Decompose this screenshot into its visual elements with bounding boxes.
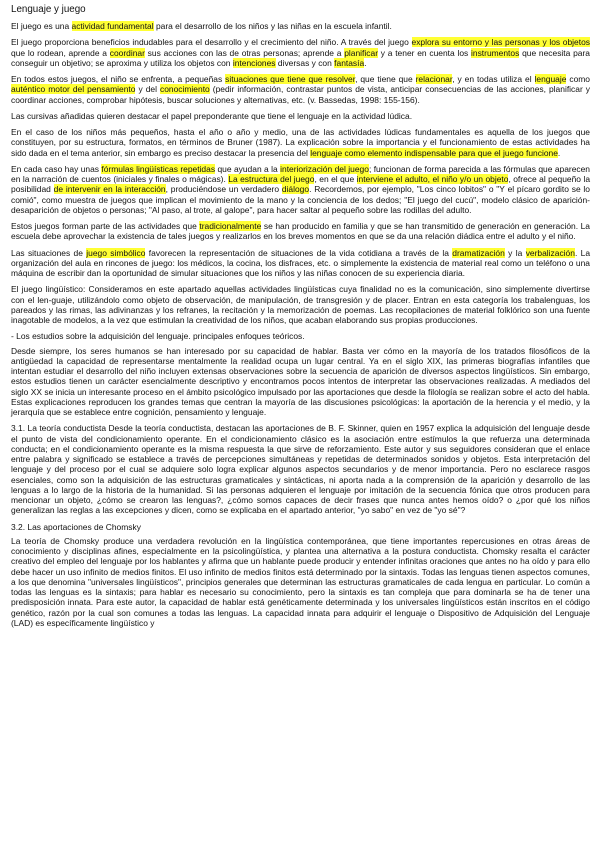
text-run: y a tener en cuenta los xyxy=(378,47,471,58)
text-run: diversas y con xyxy=(275,57,335,68)
text-run: , que tiene que xyxy=(355,74,416,84)
text-run: La teoría de Chomsky produce una verdadera revolución en la lingüística contemporánea, que tiene importantes repercusiones en otras áreas de conocimiento y disciplinas afines, especialmente en la psicolingüística, y plantea una alternativa a la postura conductista. Chomsky resalta el carácter creativo del empleo del lenguaje por los hablantes y afirma que un hablante puede producir y entender infinitas oraciones que antes no ha oído y para ello debe hacer un uso infinito de medios finitos. El uso infinito de medios finitos está determinado por la sintaxis. Todas las lenguas tienen aspectos comunes, a los que denomina "universales lingüísticos", principios generales que determinan las estructuras gramaticales de cada lengua en particular. Lo común a todas las lenguas es la sintaxis; para hablar es necesario su conocimiento, pero la sintaxis es tan compleja que para dominarla se ha de tener una predisposición innata. Para este autor, la capacidad de hablar está genéticamente determinada y los universales lingüísticos están inscritos en el código genético, razón por la cual son comunes a todas las lenguas. La capacidad innata para adquirir el lenguaje o Dispositivo de Adquisición del Lenguaje (LAD) es específicamente lingüístico y xyxy=(11,535,590,628)
document-title: Lenguaje y juego xyxy=(11,4,86,15)
highlighted-text: instrumentos xyxy=(471,47,520,58)
paragraph xyxy=(11,164,590,215)
highlighted-text: verbalización xyxy=(525,247,575,258)
highlighted-text: diálogo xyxy=(281,184,310,195)
text-run: como xyxy=(566,74,590,84)
highlighted-text: dramatización xyxy=(452,247,505,258)
highlighted-text: intenciones xyxy=(232,57,276,68)
highlighted-text: juego simbólico xyxy=(86,247,146,258)
text-run: , ofrece al pequeño la posibilidad xyxy=(11,174,591,195)
paragraph xyxy=(11,346,590,418)
text-run: El juego es una xyxy=(11,21,72,31)
paragraph xyxy=(11,127,590,158)
text-run: Estos juegos forman parte de las actividades que xyxy=(11,221,200,231)
text-run: , produciéndose un verdadero xyxy=(165,184,282,195)
text-run: , y en todas utiliza el xyxy=(452,74,535,84)
paragraph xyxy=(11,248,590,279)
highlighted-text: lenguaje como elemento indispensable para que el juego funcione xyxy=(310,147,558,158)
text-run: . xyxy=(557,147,561,158)
text-run: Las cursivas añadidas quieren destacar el papel preponderante que tiene el lenguaje en la actividad lúdica. xyxy=(11,110,413,121)
highlighted-text: explora su entorno y las personas y los objetos xyxy=(411,37,590,48)
text-run: En todos estos juegos, el niño se enfrenta, a pequeñas xyxy=(11,74,226,84)
text-run: sus acciones con las de otras personas; aprende a xyxy=(144,47,345,58)
highlighted-text: auténtico motor del pensamiento xyxy=(11,84,136,95)
text-run: (pedir información, contrastar puntos de vista, anticipar consecuencias de las acciones, planificar y coordinar acciones, comprobar hipótesis, buscar soluciones y alternativas, etc. (v. Bassedas, 1998: 155-156). xyxy=(11,84,590,105)
paragraph xyxy=(11,522,590,532)
paragraph xyxy=(11,37,590,68)
paragraph xyxy=(11,284,590,325)
text-run: El juego proporciona beneficios indudables para el desarrollo y el crecimiento del niño. A través del juego xyxy=(11,37,412,48)
text-run: - Los estudios sobre la adquisición del lenguaje. principales enfoques teóricos. xyxy=(11,331,305,342)
text-run: . La organización del aula en rincones de juego: los médicos, la cocina, los disfraces, etc. o simplemente la existencia de material real como un teléfono o una máquina de escribir dan la oportunidad de simular situaciones que los niños y las niñas conocen de su experiencia diaria. xyxy=(11,247,591,278)
highlighted-text: lenguaje xyxy=(534,74,567,84)
text-run: 3.2. Las aportaciones de Chomsky xyxy=(11,521,141,532)
highlighted-text: interviene el adulto, el niño y/o un objeto xyxy=(356,174,509,184)
document-body xyxy=(11,21,590,628)
text-run: . Recordemos, por ejemplo, "Los cinco lobitos" o "Y el pícaro gordito se lo comió", como muestra de juegos que implican el movimiento de la mano y la conciencia de los dedos; "El juego del cucú", modelo clásico de aparición-desaparición de objetos o personas; "Al paso, al trote, al galope", para hacer saltar al pequeño sobre las rodillas del adulto. xyxy=(11,184,590,215)
paragraph xyxy=(11,331,590,341)
highlighted-text: interiorización del juego xyxy=(280,163,369,174)
text-run: Las situaciones de xyxy=(11,247,87,258)
paragraph xyxy=(11,74,590,105)
text-run: que necesita para conseguir un objetivo; se aproxima y utiliza los objetos con xyxy=(11,47,590,68)
text-run: se han producido en familia y que se han transmitido de generación en generación. La escuela debe aprovechar la existencia de tales juegos y realizarlos en los breves momentos en que se da una relación diádica entre el adulto y el niño. xyxy=(11,221,591,242)
paragraph xyxy=(11,536,590,628)
text-run: ; funcionan de forma parecida a las fórmulas que aparecen en la narración de cuentos (iniciales y finales o mágicas). xyxy=(11,163,591,184)
paragraph xyxy=(11,423,590,515)
text-run: En el caso de los niños más pequeños, hasta el año o año y medio, una de las actividades lúdicas fundamentales es aquella de los juegos que constituyen, por su estructura, formatos, en términos de Bruner (1987). La explicación sobre la importancia y el funcionamiento de estas actividades ha sido dada en el tema anterior, sin embargo es preciso destacar la presencia del xyxy=(11,127,590,158)
text-run: , en el que xyxy=(314,174,357,184)
highlighted-text: situaciones que tiene que resolver xyxy=(225,74,356,84)
text-run: y del xyxy=(135,84,161,95)
highlighted-text: planificar xyxy=(344,47,379,58)
highlighted-text: actividad fundamental xyxy=(71,21,154,31)
highlighted-text: de intervenir en la interacción xyxy=(53,184,166,195)
text-run: que lo rodean, aprende a xyxy=(11,47,110,58)
highlighted-text: relacionar xyxy=(415,74,453,84)
text-run: 3.1. La teoría conductista Desde la teoría conductista, destacan las aportaciones de B. F. Skinner, quien en 1957 explica la adquisición del lenguaje desde el punto de vista del condicionamiento operante. En el condicionamiento clásico es la asociación entre estímulos la que refuerza una determinada conducta; en el condicionamiento operante es la misma respuesta la que sirve de reforzamiento. Este autor y sus seguidores consideran que el enlace entre palabra y significado se establece a través de percepciones simultáneas y repetidas de determinados sonidos y objetos. Esta interpretación del lenguaje y del proceso por el cual se adquiere solo logra explicar algunos aspectos secundarios y de menor importancia. Pero no esclarece rasgos esenciales, como son la adquisición de las estructuras gramaticales y sintácticas, ni aporta nada a la comprensión de la aparición y desarrollo de las lenguas a lo largo de la historia de la humanidad. Si las personas adquieren el lenguaje por imitación de la secuencia fónica que otros producen para mencionar un objeto, ¿cómo se crearon las lenguas?, ¿cómo somos capaces de decir frases que nunca antes hemos oído? o ¿por qué los niños generalizan las reglas a las excepciones y dicen, como se explicaba en el apartado anterior, "yo sabo" en vez de "yo sé"? xyxy=(11,423,590,516)
text-run: y la xyxy=(504,247,526,258)
highlighted-text: La estructura del juego xyxy=(228,174,315,184)
highlighted-text: tradicionalmente xyxy=(199,221,262,231)
text-run: . xyxy=(364,57,367,68)
text-run: favorecen la representación de situaciones de la vida cotidiana a través de la xyxy=(145,247,453,258)
highlighted-text: fantasía xyxy=(334,57,365,68)
highlighted-text: coordinar xyxy=(109,47,145,58)
text-run: para el desarrollo de los niños y las niñas en la escuela infantil. xyxy=(153,21,392,31)
highlighted-text: fórmulas lingüísticas repetidas xyxy=(101,163,216,174)
text-run: Desde siempre, los seres humanos se han interesado por su capacidad de hablar. Basta ver cómo en la mayoría de los tratados filosóficos de la antigüedad la capacidad de representarse mentalmente la realidad ocupa un lugar central. Ya en el siglo XIX, las primeras biografías infantiles que intentan estudiar el desarrollo del niño incluyen extensas observaciones sobre la secuencia de aparición de diversos aspectos lingüísticos. Sin embargo, estos estudios tienen un carácter esencialmente descriptivo y encontramos pocos intentos de interpretar las observaciones realizadas. A mediados del siglo XX se inicia un interesante proceso en el ámbito psicológico impulsado por las aportaciones que desde la filología se realizan sobre el acto del habla. Estas explicaciones reproducen los grandes temas que centran la mayoría de las discusiones psicológicas: la aportación de la herencia y el medio, y la jerarquía que se establece entre cognición, pensamiento y lenguaje. xyxy=(11,345,590,417)
paragraph xyxy=(11,21,590,31)
text-run: El juego lingüístico: Consideramos en este apartado aquellas actividades lingüísticas cuya finalidad no es la comunicación, sino simplemente divertirse con el len-guaje, utilizándolo como objeto de observación, de manipulación, de transgresión y de placer. Entran en esta categoría los trabalenguas, los pareados y las rimas, las adivinanzas y los refranes, la recitación y la memorización de poemas. Las recopilaciones de material folklórico son una fuente inagotable de modelos, a la vez que estimulan la creatividad de los niños, que acaban elaborando sus propias producciones. xyxy=(11,284,590,325)
paragraph xyxy=(11,221,590,242)
text-run: En cada caso hay unas xyxy=(11,163,102,174)
highlighted-text: conocimiento xyxy=(160,84,210,95)
paragraph xyxy=(11,111,590,121)
text-run: que ayudan a la xyxy=(215,163,281,174)
